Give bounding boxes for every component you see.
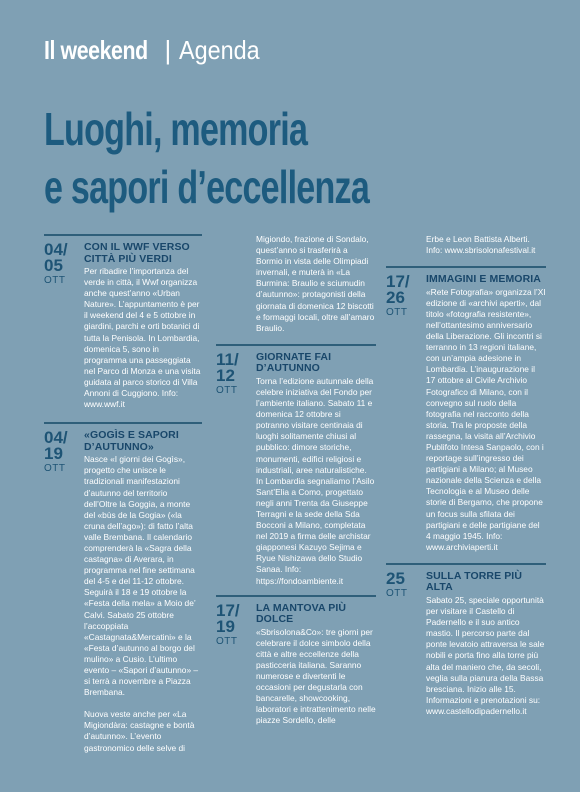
header-separator: | (164, 34, 172, 65)
event-text: Sabato 25, speciale opportunità per visitare il Castello di Padernello e il suo antico mastio. Il percorso parte dal ponte levatoio attraversa le sale nobili e porta fino alla torre più alta del maniero che, da secoli, veglia sulla pianura della Bassa bresciana. Inizio alle 15. Informazioni e prenotazioni su: www.castellodipadernello.it (426, 594, 545, 716)
section-name: Il weekend (44, 34, 148, 65)
date-end: 05 (44, 256, 63, 275)
event-date (44, 242, 84, 288)
date-end: 26 (386, 288, 405, 308)
divider (44, 422, 202, 424)
date-month: OTT (44, 275, 66, 286)
event-date (44, 430, 84, 476)
date-end: 19 (44, 444, 63, 464)
date-month: OTT (44, 463, 66, 475)
event-heading: «GOGÌS E SAPORI D’AUTUNNO» (84, 429, 179, 453)
divider (216, 344, 376, 346)
event-text: Erbe e Leon Battista Alberti. Info: www.sbrisolonafestival.it (426, 234, 536, 256)
column-1 (44, 234, 202, 754)
column-2 (216, 234, 376, 726)
event-date (386, 568, 426, 601)
page-title (44, 100, 564, 216)
event-torre (386, 568, 546, 717)
event-mantova (216, 600, 376, 727)
date-end: 12 (216, 365, 235, 385)
divider (44, 234, 202, 236)
event-fai (216, 349, 376, 587)
divider (386, 266, 546, 268)
event-immagini (386, 274, 546, 553)
event-date (386, 274, 426, 320)
event-heading: IMMAGINI E MEMORIA (426, 273, 541, 286)
event-text: Per ribadire l’importanza del verde in città, il Wwf organizza anche quest’anno «Urban Nature». L’appuntamento è per il weekend del 4 e 5 ottobre in giardini, parchi e orti botanici di tutta la Penisola. In Lombardia, domenica 5, sono in programma una passeggiata nel Parco di Monza e una visita guidata al parco storico di Villa Annoni di Cuggiono. Info: www.wwf.it (84, 266, 201, 410)
event-text: «Sbrisolona&Co»: tre giorni per celebrare il dolce simbolo della città e altre eccellenze della pasticceria italiana. Saranno numerose e divertenti le occasioni per degustarla con bancarelle, showcooking, laboratori e intrattenimento nelle piazze Sordello, delle (256, 626, 376, 726)
event-text: Migiondo, frazione di Sondalo, quest’anno si trasferirà a Bormio in vista delle Olimpiadi invernali, e muterà in «La Burmina: Braulio e sciumudin d’autunno»: protagonisti della giornata di domenica 12 biscotti e formaggi locali, oltre all’amaro Braulio. (256, 234, 375, 333)
section-header (44, 30, 269, 70)
date-start: 25 (386, 568, 405, 588)
date-end: 19 (216, 616, 235, 636)
divider (216, 595, 376, 597)
event-date (216, 600, 256, 649)
event-heading: SULLA TORRE PIÙ ALTA (426, 569, 523, 594)
date-month: OTT (386, 307, 408, 319)
event-text: Nasce «I giorni dei Gogìs», progetto che unisce le tradizionali manifestazioni d’autunno del territorio dell’Oltre la Goggia, a monte del «bùs de la Gogia» («la cruna dell’ago»): di fatto l’alta valle Brembana. Il calendario comprenderà la «Sagra della castagna» di Averara, in programma nel fine settimana del 4-5 e del 11-12 ottobre. Seguirà il 18 e 19 ottobre la «Festa della mela» a Moio de’ Calvi. Sabato 25 ottobre l’accoppiata «Castagnata&Mercatini» e la «Festa d’autunno al borgo del mulino» a Cusio. L’ultimo evento – «Sapori d’autunno» – si terrà a novembre a Piazza Brembana. (84, 454, 199, 698)
date-month: OTT (216, 384, 238, 396)
date-start: 17/ (216, 600, 240, 620)
title-line-2: e sapori d’eccellenza (44, 161, 370, 213)
event-date (216, 349, 256, 398)
event-heading: CON IL WWF VERSO CITTÀ PIÙ VERDI (84, 241, 190, 265)
divider (386, 563, 546, 565)
date-start: 11/ (216, 349, 239, 369)
date-start: 17/ (386, 272, 410, 292)
column-3 (386, 234, 546, 717)
event-text: «Rete Fotografia» organizza l’XI edizione di «archivi aperti», dal titolo «fotografia resistente», nell’ottantesimo anniversario della Liberazione. Gli incontri si terranno in 13 regioni italiane, con un’ampia adesione in Lombardia. L’inaugurazione il 17 ottobre al Civile Archivio Fotografico di Milano, con il convegno sul ruolo della fotografia nel racconto della storia. Tra le proposte della rassegna, la visita all’Archivio Publifoto Intesa Sanpaolo, con i reportage sull’ingresso dei partigiani a Milano; al Museo nazionale della Scienza e della Tecnologia e al Museo delle storie di Bergamo, che propone un focus sulla sfilata dei partigiani e delle partigiane del 4 maggio 1945. Info: www.archiviaperti.it (426, 286, 546, 552)
date-start: 04/ (44, 428, 68, 448)
date-month: OTT (386, 587, 408, 599)
title-line-1: Luoghi, memoria (44, 103, 308, 155)
event-heading: LA MANTOVA PIÙ DOLCE (256, 601, 347, 626)
event-mantova-continuation (386, 234, 546, 256)
event-heading: GIORNATE FAI D’AUTUNNO (256, 350, 332, 375)
event-wwf (44, 242, 202, 410)
date-month: OTT (216, 635, 238, 647)
event-text: Torna l’edizione autunnale della celebre iniziativa del Fondo per l’ambiente italiano. Sabato 11 e domenica 12 ottobre si potranno visitare centinaia di luoghi solitamente chiusi al pubblico: dimore storiche, monumenti, edifici religiosi e industriali, aree naturalistiche. In Lombardia segnaliamo l’Asilo Sant’Elia a Como, progettato negli anni Trenta da Giuseppe Terragni e la sede della Sda Bocconi a Milano, completata nel 2019 a firma delle archistar giapponesi Kazuyo Sejima e Ryue Nishizawa dello Studio Sanaa. Info: https://fondoambiente.it (256, 375, 375, 586)
event-text-continued: Nuova veste anche per «La Migiondàra: castagne e bontà d’autunno». L’evento gastronomico delle selve di (84, 709, 195, 753)
event-gogis-continuation (216, 234, 376, 334)
date-start: 04/ (44, 240, 68, 259)
section-subtitle: Agenda (179, 34, 260, 65)
event-gogis (44, 430, 202, 753)
